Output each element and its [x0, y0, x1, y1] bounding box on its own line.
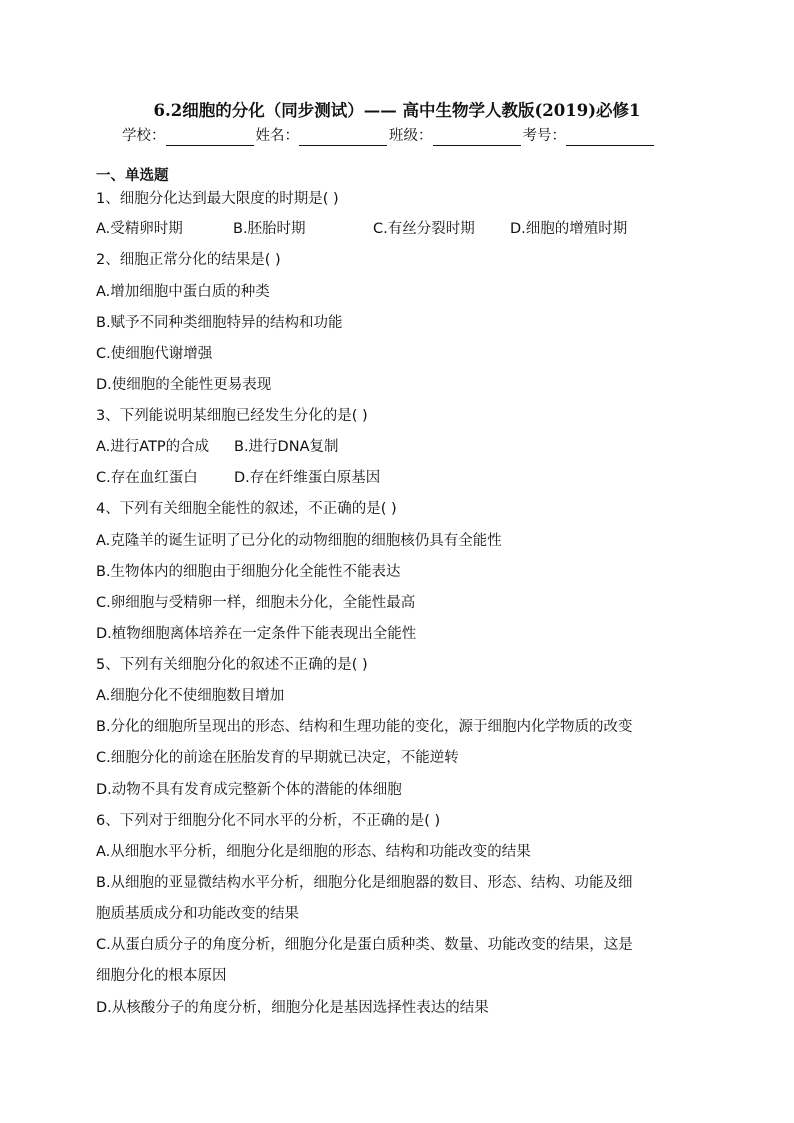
- question-1-option-a: A.受精卵时期: [96, 221, 183, 237]
- name-label: 姓名：: [255, 128, 299, 144]
- question-5-option-c: C.细胞分化的前途在胚胎发育的早期就已决定，不能逆转: [96, 750, 459, 766]
- question-1-option-c: C.有丝分裂时期: [373, 221, 475, 237]
- exam-no-label: 考号：: [522, 128, 566, 144]
- question-4-stem: 4、下列有关细胞全能性的叙述，不正确的是( ): [96, 501, 397, 517]
- question-4-option-c: C.卵细胞与受精卵一样，细胞未分化，全能性最高: [96, 595, 416, 611]
- question-2-option-c: C.使细胞代谢增强: [96, 346, 213, 362]
- question-6-option-c: C.从蛋白质分子的角度分析，细胞分化是蛋白质种类、数量、功能改变的结果，这是: [96, 937, 633, 953]
- question-6-option-b-continued: 胞质基质成分和功能改变的结果: [96, 906, 299, 922]
- question-3-options-ab: [96, 437, 496, 457]
- student-info-row: [122, 126, 656, 146]
- question-3-option-c: C.存在血红蛋白: [96, 470, 198, 486]
- question-3-options-cd: [96, 468, 496, 488]
- question-3-option-a: A.进行ATP的合成: [96, 439, 210, 455]
- question-2-option-a: A.增加细胞中蛋白质的种类: [96, 284, 270, 300]
- question-5-option-d: D.动物不具有发育成完整新个体的潜能的体细胞: [96, 782, 402, 798]
- question-4-option-d: D.植物细胞离体培养在一定条件下能表现出全能性: [96, 626, 417, 642]
- page-title: 6.2细胞的分化（同步测试）—— 高中生物学人教版(2019)必修1: [153, 101, 641, 120]
- question-5-stem: 5、下列有关细胞分化的叙述不正确的是( ): [96, 657, 368, 673]
- question-1-options: [96, 219, 696, 239]
- question-6-option-b: B.从细胞的亚显微结构水平分析，细胞分化是细胞器的数目、形态、结构、功能及细: [96, 875, 633, 891]
- class-label: 班级：: [389, 128, 433, 144]
- question-2-option-b: B.赋予不同种类细胞特异的结构和功能: [96, 315, 343, 331]
- school-blank: [166, 128, 254, 146]
- question-3-option-d: D.存在纤维蛋白原基因: [234, 470, 381, 486]
- question-4-option-b: B.生物体内的细胞由于细胞分化全能性不能表达: [96, 564, 401, 580]
- question-5-option-a: A.细胞分化不使细胞数目增加: [96, 688, 285, 704]
- question-1-option-d: D.细胞的增殖时期: [510, 221, 628, 237]
- exam-no-blank: [566, 128, 654, 146]
- class-blank: [433, 128, 521, 146]
- school-label: 学校：: [122, 128, 166, 144]
- question-6-option-a: A.从细胞水平分析，细胞分化是细胞的形态、结构和功能改变的结果: [96, 844, 531, 860]
- question-6-option-c-continued: 细胞分化的根本原因: [96, 968, 227, 984]
- question-2-stem: 2、细胞正常分化的结果是( ): [96, 252, 281, 268]
- question-5-option-b: B.分化的细胞所呈现出的形态、结构和生理功能的变化，源于细胞内化学物质的改变: [96, 719, 633, 735]
- question-3-option-b: B.进行DNA复制: [234, 439, 339, 455]
- question-4-option-a: A.克隆羊的诞生证明了已分化的动物细胞的细胞核仍具有全能性: [96, 533, 502, 549]
- question-3-stem: 3、下列能说明某细胞已经发生分化的是( ): [96, 408, 368, 424]
- question-1-option-b: B.胚胎时期: [233, 221, 306, 237]
- question-2-option-d: D.使细胞的全能性更易表现: [96, 377, 272, 393]
- question-1-stem: 1、细胞分化达到最大限度的时期是( ): [96, 191, 339, 207]
- section-heading: 一、单选题: [96, 168, 169, 184]
- question-6-option-d: D.从核酸分子的角度分析，细胞分化是基因选择性表达的结果: [96, 1000, 489, 1016]
- question-6-stem: 6、下列对于细胞分化不同水平的分析，不正确的是( ): [96, 813, 441, 829]
- name-blank: [299, 128, 387, 146]
